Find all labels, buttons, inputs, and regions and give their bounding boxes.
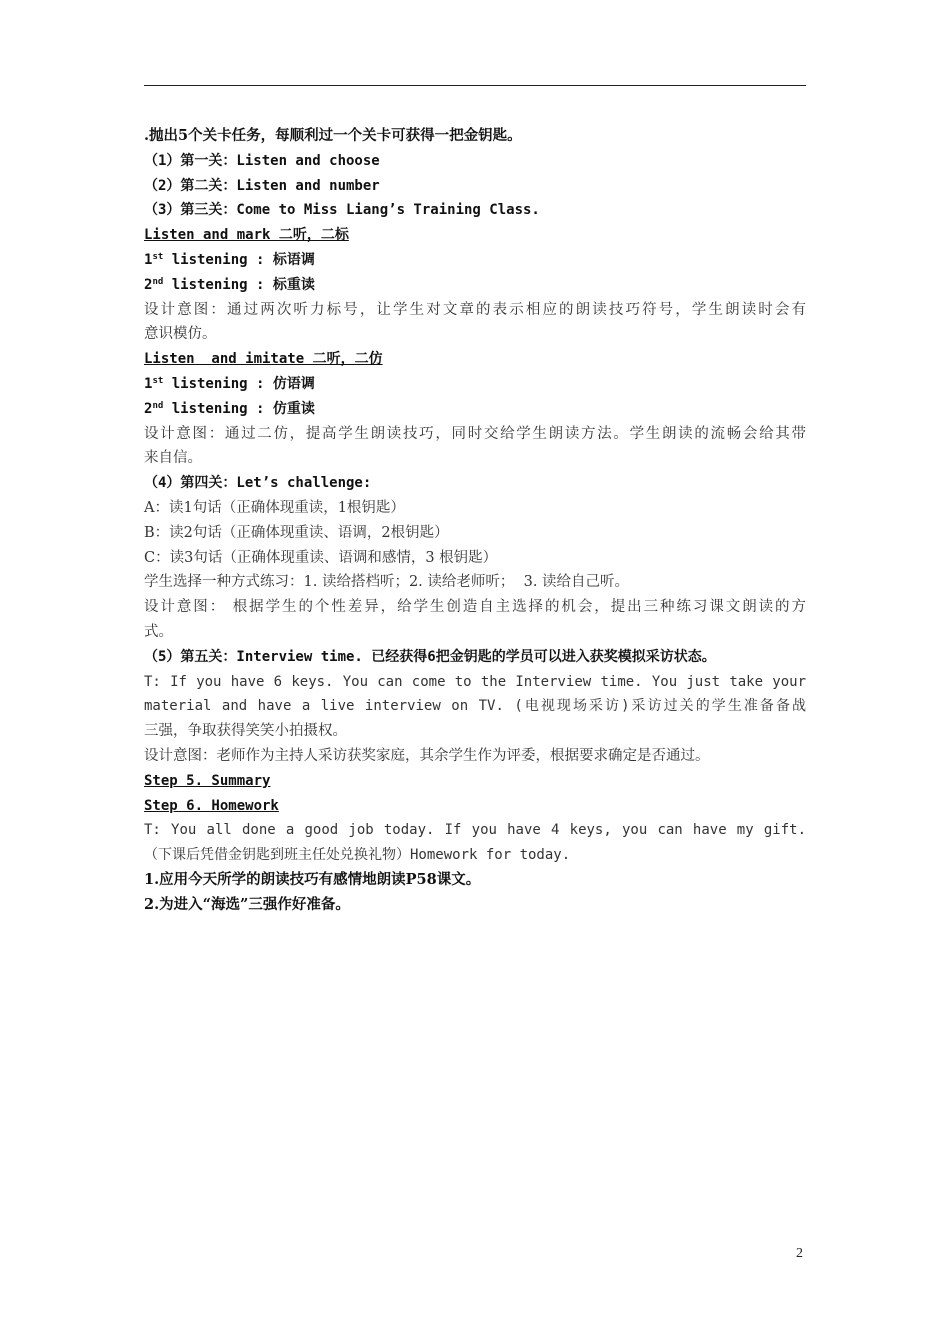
mark-listening-2 [144, 273, 806, 298]
task-intro: .抛出5个关卡任务，每顺利过一个关卡可获得一把金钥匙。 [144, 127, 522, 144]
option-b: B：读2句话（正确体现重读、语调，2根钥匙） [144, 524, 449, 541]
ordinal-number: 1 [144, 375, 153, 392]
option-a: A：读1句话（正确体现重读，1根钥匙） [144, 499, 405, 516]
interview-text-2: material and have a live interview on TV. (电视现场采访)采访过关的学生准备备战 [144, 698, 806, 715]
document-body [144, 124, 806, 918]
listening-text: listening : 标语调 [171, 251, 315, 268]
design-intent-3a: 设计意图： 根据学生的个性差异，给学生创造自主选择的机会，提出三种练习课文朗读的方 [144, 599, 806, 616]
design-intent-3b: 式。 [144, 623, 173, 640]
ordinal-suffix: st [152, 251, 164, 262]
design-intent-2b: 来自信。 [144, 450, 202, 467]
practice-choice: 学生选择一种方式练习：1. 读给搭档听；2. 读给老师听； 3. 读给自己听。 [144, 574, 630, 591]
level-1: （1）第一关：Listen and choose [144, 152, 380, 169]
heading-listen-and-mark: Listen and mark 二听，二标 [144, 227, 349, 244]
step-5-summary: Step 5. Summary [144, 772, 271, 789]
homework-text-1: T: You all done a good job today. If you have 4 keys, you can have my gift. [144, 822, 806, 839]
ordinal-suffix: nd [152, 276, 164, 287]
listening-text: listening : 仿语调 [171, 375, 315, 392]
ordinal-number: 2 [144, 276, 153, 293]
imitate-listening-2 [144, 397, 806, 422]
ordinal-suffix: nd [152, 400, 164, 411]
interview-text-1: T: If you have 6 keys. You can come to the Interview time. You just take your [144, 673, 806, 690]
design-intent-2a: 设计意图：通过二仿，提高学生朗读技巧，同时交给学生朗读方法。学生朗读的流畅会给其带 [144, 425, 806, 442]
ordinal-number: 2 [144, 400, 153, 417]
heading-listen-and-imitate: Listen and imitate 二听，二仿 [144, 351, 383, 368]
listening-text: listening : 仿重读 [171, 400, 315, 417]
option-c: C：读3句话（正确体现重读、语调和感情，3 根钥匙） [144, 549, 498, 566]
homework-text-2: （下课后凭借金钥匙到班主任处兑换礼物）Homework for today. [144, 847, 571, 864]
listening-text: listening : 标重读 [171, 276, 315, 293]
ordinal-suffix: st [152, 375, 164, 386]
homework-item-1: 1.应用今天所学的朗读技巧有感情地朗读P58课文。 [144, 870, 481, 888]
level-3: （3）第三关：Come to Miss Liang’s Training Class. [144, 202, 540, 219]
homework-item-2: 2.为进入“海选”三强作好准备。 [144, 895, 350, 913]
design-intent-4: 设计意图：老师作为主持人采访获奖家庭，其余学生作为评委，根据要求确定是否通过。 [144, 747, 710, 764]
design-intent-1a: 设计意图：通过两次听力标号，让学生对文章的表示相应的朗读技巧符号，学生朗读时会有 [144, 301, 806, 318]
level-4: （4）第四关：Let’s challenge: [144, 475, 372, 492]
step-6-homework: Step 6. Homework [144, 797, 279, 814]
design-intent-1b: 意识模仿。 [144, 326, 217, 343]
level-2: （2）第二关：Listen and number [144, 177, 380, 194]
ordinal-number: 1 [144, 251, 153, 268]
imitate-listening-1 [144, 372, 806, 397]
level-5: （5）第五关：Interview time. 已经获得6把金钥匙的学员可以进入获奖模拟采访状态。 [144, 648, 716, 665]
header-rule [144, 85, 806, 86]
interview-text-3: 三强，争取获得笑笑小拍摄权。 [144, 723, 347, 740]
page-number: 2 [796, 1246, 803, 1261]
mark-listening-1 [144, 248, 806, 273]
